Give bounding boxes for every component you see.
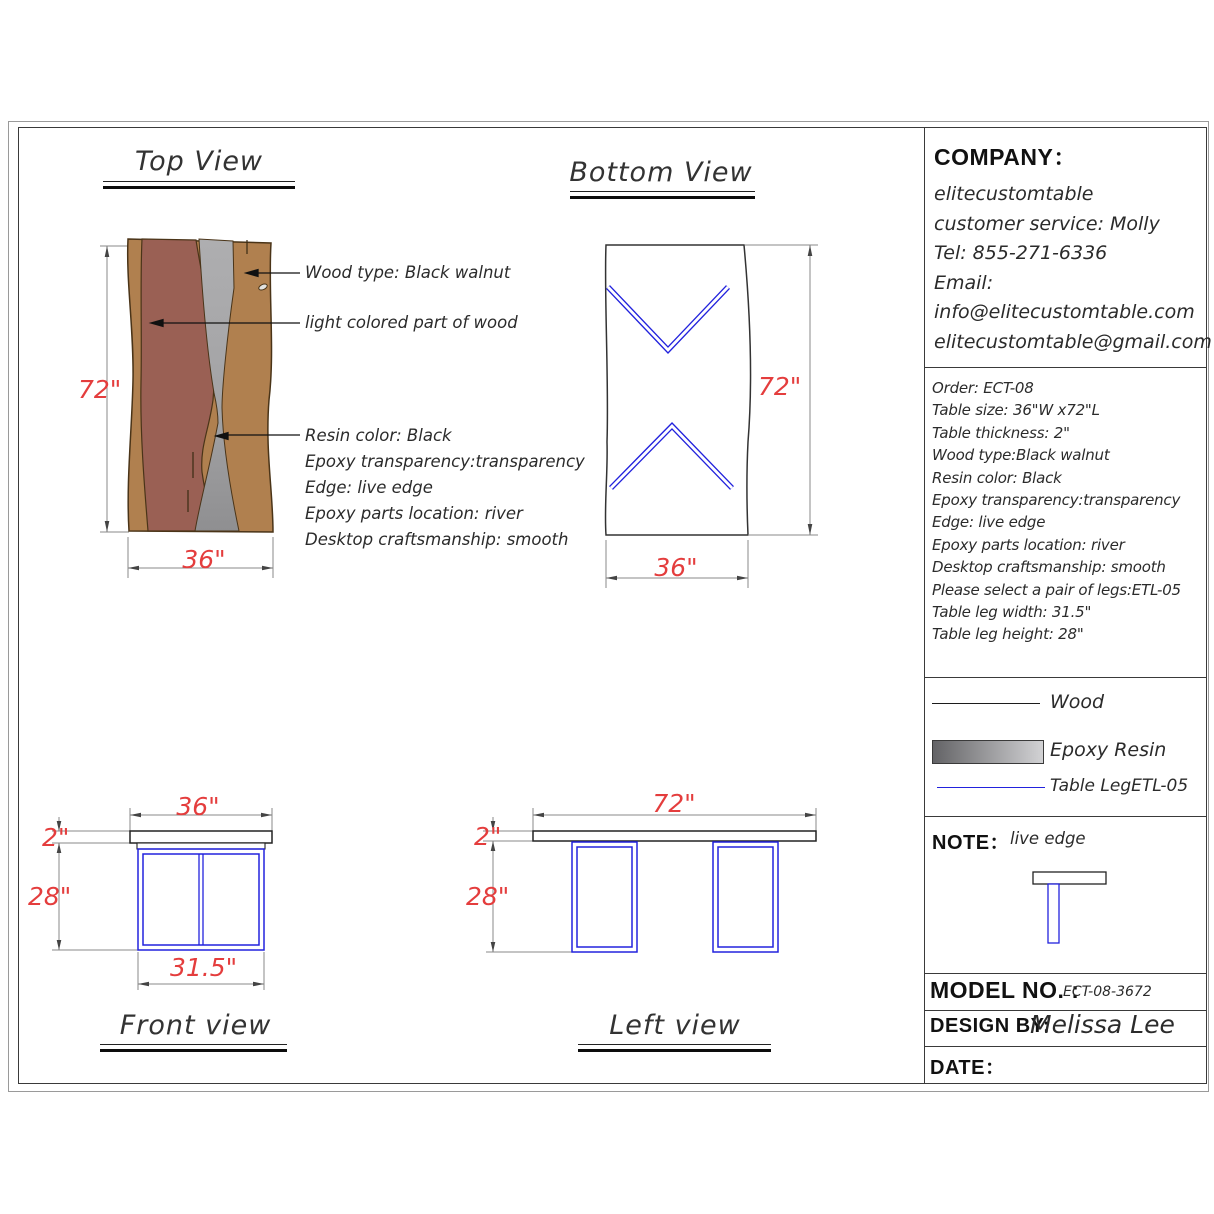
left-view-thickness-dim: 2"	[474, 822, 502, 851]
top-view-drawing	[95, 230, 310, 590]
top-view-width-dim: 36"	[182, 545, 226, 574]
legend-wood-label: Wood	[1050, 691, 1105, 713]
company-email-2: elitecustomtable@gmail.com	[934, 330, 1212, 353]
model-no-label: MODEL NO. :	[930, 977, 1080, 1003]
spec-epoxy-location: Epoxy parts location: river	[305, 504, 523, 523]
order-number: Order: ECT-08	[932, 379, 1034, 397]
order-spec-block	[932, 377, 1181, 646]
note-value: live edge	[1010, 829, 1086, 848]
bottom-view-drawing	[560, 230, 825, 595]
left-view-title: Left view	[609, 1010, 741, 1041]
front-tabletop	[130, 831, 272, 843]
order-leg-height: Table leg height: 28"	[932, 625, 1084, 644]
spec-craftsmanship: Desktop craftsmanship: smooth	[305, 530, 569, 549]
left-view-title-underline	[578, 1044, 771, 1052]
date-label: DATE：	[930, 1057, 1006, 1079]
left-leg-1	[572, 842, 637, 952]
company-tel: Tel: 855-271-6336	[934, 242, 1108, 264]
spec-edge: Edge: live edge	[305, 478, 433, 497]
front-leg	[138, 849, 264, 950]
legend-epoxy-label: Epoxy Resin	[1050, 739, 1167, 761]
order-epoxy-location: Epoxy parts location: river	[932, 535, 1125, 554]
panel-divider-note	[924, 973, 1206, 974]
order-legs: Please select a pair of legs:ETL-05	[932, 580, 1181, 599]
left-tabletop	[533, 831, 816, 841]
panel-divider-order	[924, 677, 1206, 678]
top-view-title: Top View	[134, 146, 264, 177]
spec-resin-color: Resin color: Black	[305, 426, 452, 445]
note-label: NOTE：	[932, 832, 1011, 854]
left-view-top-dim: 72"	[652, 789, 696, 818]
order-wood-type: Wood type:Black walnut	[932, 446, 1110, 465]
company-customer-service: customer service: Molly	[934, 212, 1160, 235]
front-view-top-dim: 36"	[176, 792, 220, 821]
panel-divider-design	[924, 1046, 1206, 1047]
note-tabletop	[1033, 872, 1106, 884]
callout-light-wood: light colored part of wood	[305, 313, 518, 332]
front-view-title-underline	[100, 1044, 287, 1052]
front-view-thickness-dim: 2"	[42, 823, 70, 852]
bottom-view-title-underline	[570, 191, 755, 199]
company-email-1: info@elitecustomtable.com	[934, 301, 1195, 323]
note-leg	[1048, 884, 1059, 943]
order-leg-width: Table leg width: 31.5"	[932, 603, 1092, 622]
bottom-view-title: Bottom View	[569, 157, 753, 188]
left-leg-2	[713, 842, 778, 952]
callout-spec-block	[305, 423, 585, 553]
front-tabletop-lip	[137, 843, 265, 849]
front-view-leg-height-dim: 28"	[28, 882, 72, 911]
left-view-leg-height-dim: 28"	[466, 882, 510, 911]
spec-epoxy-transparency: Epoxy transparency:transparency	[305, 452, 585, 471]
front-view-title: Front view	[119, 1010, 272, 1041]
bottom-view-width-dim: 36"	[654, 553, 698, 582]
company-name: elitecustomtable	[934, 183, 1094, 205]
panel-divider	[924, 128, 925, 1083]
callout-wood-type: Wood type: Black walnut	[305, 263, 511, 282]
bottom-view-height-dim: 72"	[758, 372, 802, 401]
order-edge: Edge: live edge	[932, 513, 1046, 532]
front-view-leg-width-dim: 31.5"	[170, 953, 238, 982]
company-email-label: Email:	[934, 271, 994, 294]
top-view-height-dim: 72"	[78, 375, 122, 404]
design-by-value: Melissa Lee	[1030, 1010, 1175, 1039]
order-craftsmanship: Desktop craftsmanship: smooth	[932, 558, 1166, 577]
legend-wood-line	[932, 703, 1040, 704]
legend-leg-label: Table LegETL-05	[1050, 776, 1189, 796]
panel-divider-company	[924, 367, 1206, 368]
order-table-size: Table size: 36"W x72"L	[932, 401, 1100, 420]
model-no-value: ECT-08-3672	[1063, 984, 1152, 1000]
top-view-title-underline	[103, 181, 295, 189]
legend-epoxy-swatch	[932, 740, 1044, 764]
legend-leg-line	[937, 787, 1045, 788]
order-epoxy-transparency: Epoxy transparency:transparency	[932, 491, 1181, 510]
panel-divider-legend	[924, 816, 1206, 817]
order-table-thickness: Table thickness: 2"	[932, 423, 1070, 442]
design-by-label: DESIGN BY:	[930, 1015, 1051, 1037]
company-info-block	[934, 180, 1212, 357]
note-thumbnail-drawing	[1020, 865, 1120, 950]
order-resin-color: Resin color: Black	[932, 468, 1062, 487]
company-label: COMPANY：	[934, 144, 1077, 170]
